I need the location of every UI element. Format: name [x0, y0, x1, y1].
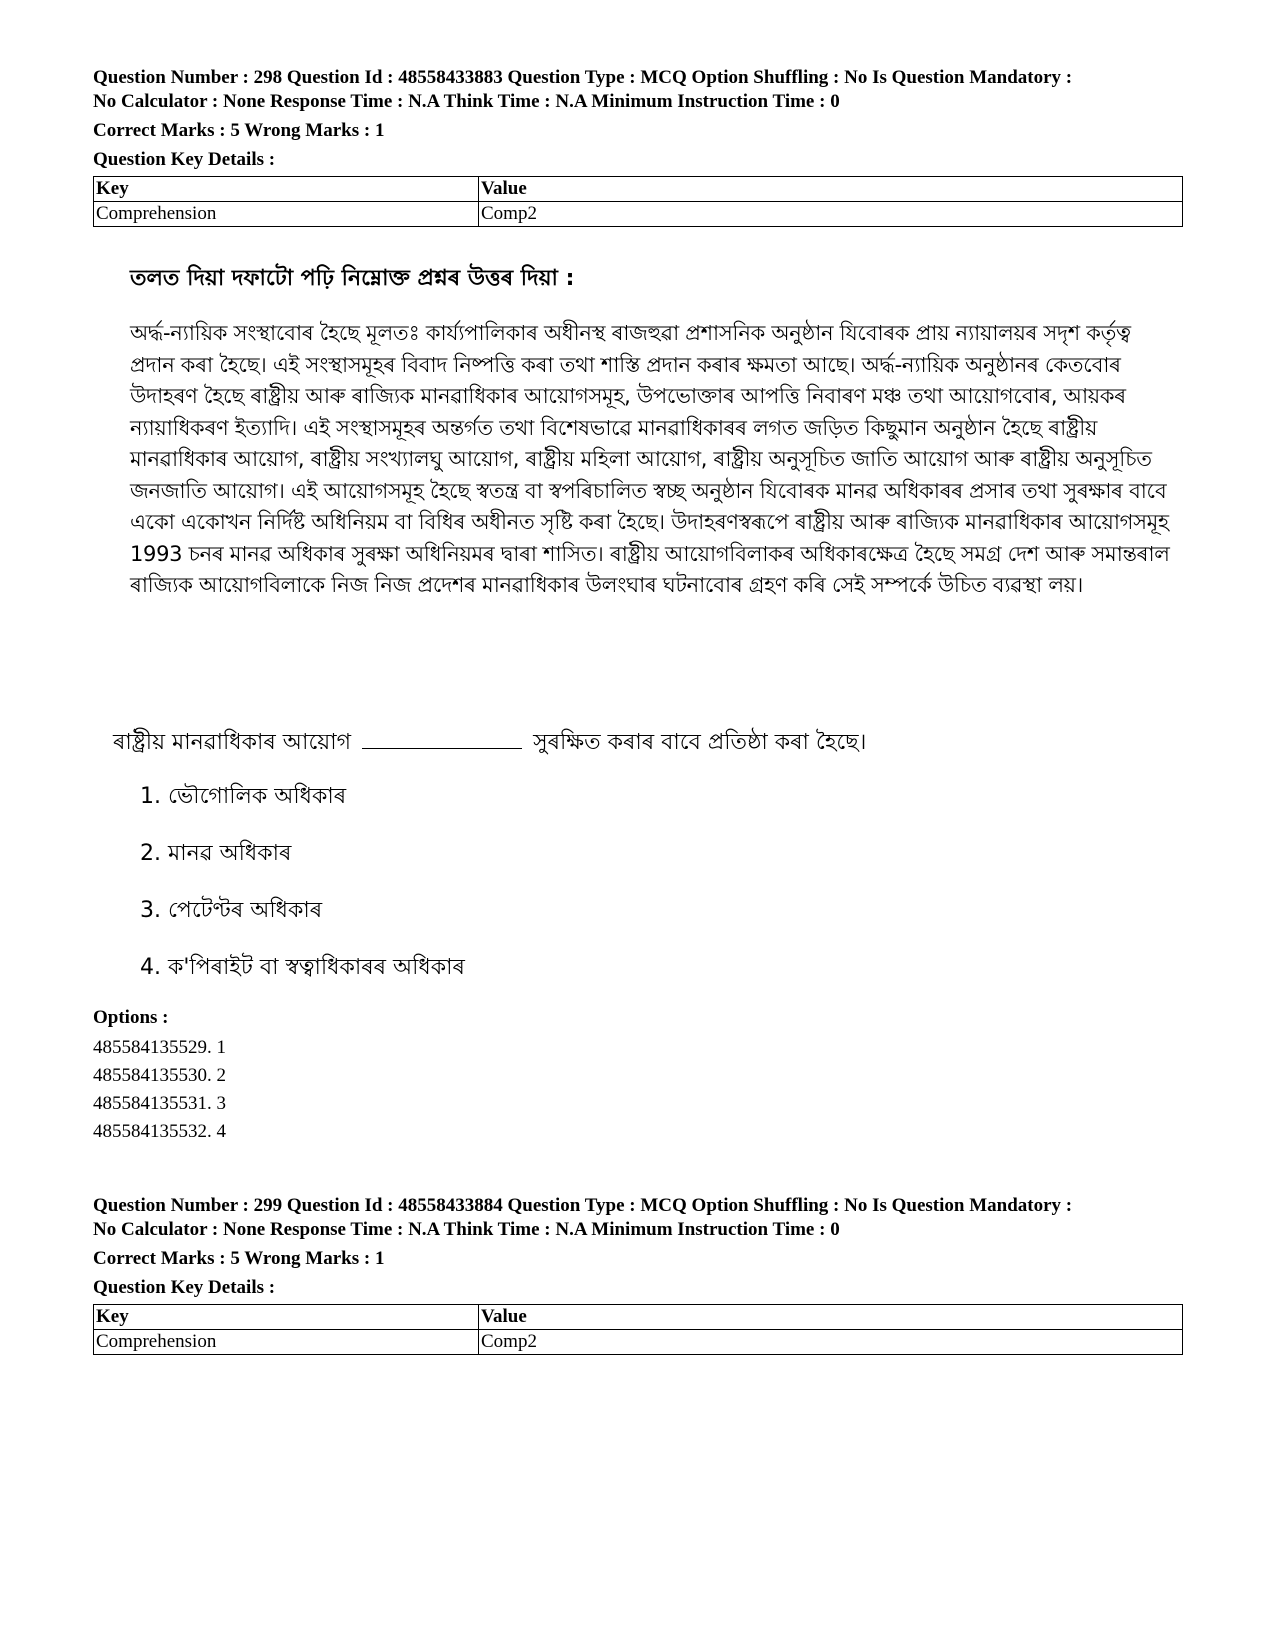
table-header-value: Value — [479, 1305, 1183, 1330]
question-meta-line-2: No Calculator : None Response Time : N.A Think Time : N.A Minimum Instruction Time : 0 — [93, 1219, 840, 1240]
table-header-value: Value — [479, 177, 1183, 202]
table-cell-key: Comprehension — [94, 202, 479, 227]
options-block — [93, 1006, 226, 1146]
passage-instruction: তলত দিয়া দফাটো পঢ়ি নিম্নোক্ত প্ৰশ্নৰ উত্তৰ দিয়া : — [130, 266, 575, 291]
fill-in-blank — [362, 726, 522, 749]
question-stem — [113, 726, 1173, 760]
answer-choice-3: 3. পেটেণ্টৰ অধিকাৰ — [140, 898, 323, 923]
table-header-row — [94, 177, 1183, 202]
option-id-4: 485584135532. 4 — [93, 1121, 226, 1142]
answer-choice-4: 4. ক'পিৰাইট বা স্বত্বাধিকাৰৰ অধিকাৰ — [140, 955, 465, 980]
table-header-key: Key — [94, 177, 479, 202]
comprehension-passage-block — [130, 262, 1180, 602]
table-cell-value: Comp2 — [479, 202, 1183, 227]
marks-line: Correct Marks : 5 Wrong Marks : 1 — [93, 1248, 385, 1269]
marks-line: Correct Marks : 5 Wrong Marks : 1 — [93, 120, 385, 141]
answer-choice-1: 1. ভৌগোলিক অধিকাৰ — [140, 784, 347, 809]
question-key-table — [93, 1304, 1183, 1355]
question-299-header — [93, 1194, 1183, 1355]
question-meta-line-1: Question Number : 298 Question Id : 48558433883 Question Type : MCQ Option Shuffling : No Is Question Mandatory : — [93, 67, 1073, 88]
answer-choices — [140, 780, 465, 1008]
table-row — [94, 1330, 1183, 1355]
key-details-label: Question Key Details : — [93, 149, 276, 170]
question-298-header — [93, 66, 1183, 227]
answer-choice-2: 2. মানৱ অধিকাৰ — [140, 841, 292, 866]
question-key-table — [93, 176, 1183, 227]
question-stem-before: ৰাষ্ট্ৰীয় মানৱাধিকাৰ আয়োগ — [113, 730, 352, 755]
table-header-row — [94, 1305, 1183, 1330]
table-cell-value: Comp2 — [479, 1330, 1183, 1355]
options-label: Options : — [93, 1007, 169, 1028]
key-details-label: Question Key Details : — [93, 1277, 276, 1298]
question-stem-after: সুৰক্ষিত কৰাৰ বাবে প্ৰতিষ্ঠা কৰা হৈছে। — [533, 730, 867, 755]
option-id-2: 485584135530. 2 — [93, 1065, 226, 1086]
option-id-1: 485584135529. 1 — [93, 1037, 226, 1058]
question-meta-line-1: Question Number : 299 Question Id : 48558433884 Question Type : MCQ Option Shuffling : No Is Question Mandatory : — [93, 1195, 1073, 1216]
table-cell-key: Comprehension — [94, 1330, 479, 1355]
table-header-key: Key — [94, 1305, 479, 1330]
question-meta-line-2: No Calculator : None Response Time : N.A Think Time : N.A Minimum Instruction Time : 0 — [93, 91, 840, 112]
table-row — [94, 202, 1183, 227]
passage-text: অৰ্দ্ধ-ন্যায়িক সংস্থাবোৰ হৈছে মূলতঃ কাৰ্য্যপালিকাৰ অধীনস্থ ৰাজহুৱা প্ৰশাসনিক অনুষ্ঠান যিবোৰক প্ৰায় ন্যায়ালয়ৰ সদৃশ কৰ্তৃত্ব প্ৰদান কৰা হৈছে। এই সংস্থাসমূহৰ বিবাদ নিষ্পত্তি কৰা তথা শাস্তি প্ৰদান কৰাৰ ক্ষমতা আছে। অৰ্দ্ধ-ন্যায়িক অনুষ্ঠানৰ কেতবোৰ উদাহৰণ হৈছে ৰাষ্ট্ৰীয় আৰু ৰাজ্যিক মানৱাধিকাৰ আয়োগসমূহ, উপভোক্তাৰ আপত্তি নিবাৰণ মঞ্চ তথা আয়োগবোৰ, আয়কৰ ন্যায়াধিকৰণ ইত্যাদি। এই সংস্থাসমূহৰ অন্তৰ্গত তথা বিশেষভাৱে মানৱাধিকাৰৰ লগত জড়িত কিছুমান অনুষ্ঠান হৈছে ৰাষ্ট্ৰীয় মানৱাধিকাৰ আয়োগ, ৰাষ্ট্ৰীয় সংখ্যালঘু আয়োগ, ৰাষ্ট্ৰীয় মহিলা আয়োগ, ৰাষ্ট্ৰীয় অনুসূচিত জাতি আয়োগ আৰু ৰাষ্ট্ৰীয় অনুসূচিত জনজাতি আয়োগ। এই আয়োগসমূহ হৈছে স্বতন্ত্ৰ বা স্বপৰিচালিত স্বচ্ছ অনুষ্ঠান যিবোৰক মানৱ অধিকাৰৰ প্ৰসাৰ তথা সুৰক্ষাৰ বাবে একো একোখন নিৰ্দিষ্ট অধিনিয়ম বা বিধিৰ অধীনত সৃষ্টি কৰা হৈছে। উদাহৰণস্বৰূপে ৰাষ্ট্ৰীয় আৰু ৰাজ্যিক মানৱাধিকাৰ আয়োগসমূহ 1993 চনৰ মানৱ অধিকাৰ সুৰক্ষা অধিনিয়মৰ দ্বাৰা শাসিত। ৰাষ্ট্ৰীয় আয়োগবিলাকৰ অধিকাৰক্ষেত্ৰ হৈছে সমগ্ৰ দেশ আৰু সমান্তৰাল ৰাজ্যিক আয়োগবিলাকে নিজ নিজ প্ৰদেশৰ মানৱাধিকাৰ উলংঘাৰ ঘটনাবোৰ গ্ৰহণ কৰি সেই সম্পৰ্কে উচিত ব্যৱস্থা লয়। — [130, 321, 1170, 597]
option-id-3: 485584135531. 3 — [93, 1093, 226, 1114]
